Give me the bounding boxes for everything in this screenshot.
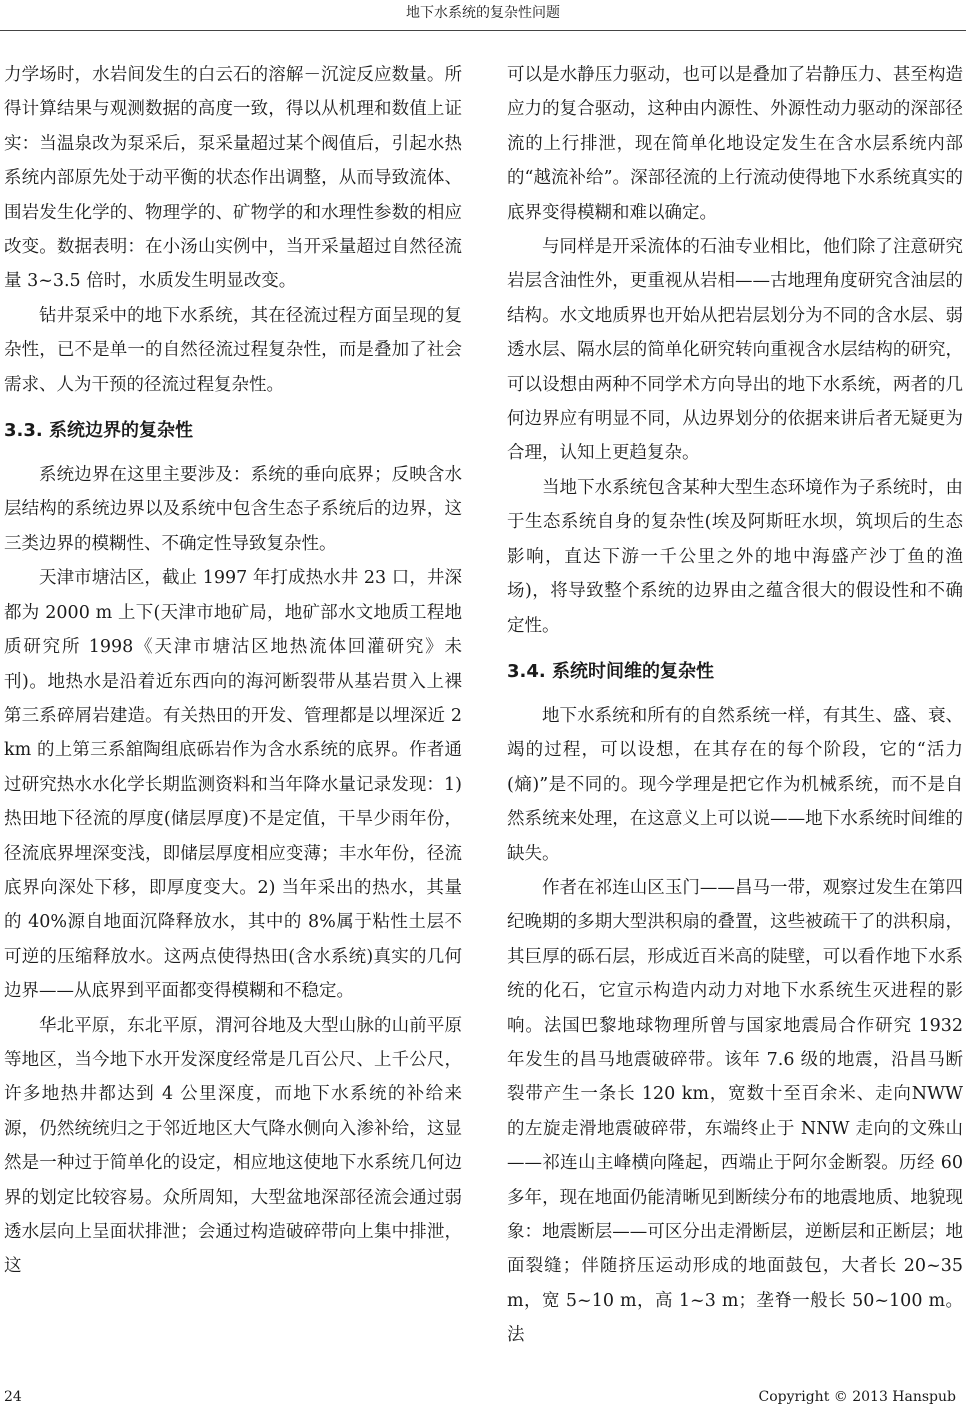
running-title: 地下水系统的复杂性问题 bbox=[406, 5, 560, 21]
copyright-notice: Copyright © 2013 Hanspub bbox=[758, 1389, 956, 1405]
paragraph: 作者在祁连山区玉门——昌马一带，观察过发生在第四纪晚期的多期大型洪积扇的叠置，这些被疏干了的洪积扇，其巨厚的砾石层，形成近百米高的陡壁，可以看作地下水系统的化石，它宣示构造内动力对地下水系统生灭进程的影响。法国巴黎地球物理所曾与国家地震局合作研究 1932 年发生的昌马地震破碎带。该年 7.6 级的地震，沿昌马断裂带产生一条长 120 km，宽数十至百余米、走向NWW 的左旋走滑地震破碎带，东端终止于 NNW 走向的文殊山——祁连山主峰横向隆起，西端止于阿尔金断裂。历经 60 多年，现在地面仍能清晰见到断续分布的地震地质、地貌现象：地震断层——可区分出走滑断层，逆断层和正断层；地面裂缝；伴随挤压运动形成的地面鼓包，大者长 20~35 m，宽 5~10 m，高 1~3 m；垄脊一般长 50~100 m。法 bbox=[507, 877, 963, 1346]
left-column bbox=[4, 58, 462, 1284]
paragraph: 钻井泵采中的地下水系统，其在径流过程方面呈现的复杂性，已不是单一的自然径流过程复杂性，而是叠加了社会需求、人为干预的径流过程复杂性。 bbox=[4, 305, 462, 395]
paragraph: 力学场时，水岩间发生的白云石的溶解－沉淀反应数量。所得计算结果与观测数据的高度一致，得以从机理和数值上证实：当温泉改为泵采后，泵采量超过某个阀值后，引起水热系统内部原先处于动平衡的状态作出调整，从而导致流体、围岩发生化学的、物理学的、矿物学的和水理性参数的相应改变。数据表明：在小汤山实例中，当开采量超过自然径流量 3~3.5 倍时，水质发生明显改变。 bbox=[4, 65, 462, 292]
paragraph: 地下水系统和所有的自然系统一样，有其生、盛、衰、竭的过程，可以设想，在其存在的每个阶段，它的“活力(熵)”是不同的。现今学理是把它作为机械系统，而不是自然系统来处理，在这意义上可以说——地下水系统时间维的缺失。 bbox=[507, 705, 963, 864]
section-heading-3-4: 3.4. 系统时间维的复杂性 bbox=[507, 660, 714, 682]
running-header bbox=[0, 0, 966, 31]
paragraph: 华北平原，东北平原，渭河谷地及大型山脉的山前平原等地区，当今地下水开发深度经常是几百公尺、上千公尺，许多地热井都达到 4 公里深度，而地下水系统的补给来源，仍然统统归之于邻近地区大气降水侧向入渗补给，这显然是一种过于简单化的设定，相应地这使地下水系统几何边界的划定比较容易。众所周知，大型盆地深部径流会通过弱透水层向上呈面状排泄；会通过构造破碎带向上集中排泄，这 bbox=[4, 1015, 462, 1277]
right-column bbox=[507, 58, 963, 1353]
section-heading-3-3: 3.3. 系统边界的复杂性 bbox=[4, 420, 193, 442]
paragraph: 天津市塘沽区，截止 1997 年打成热水井 23 口，井深都为 2000 m 上下(天津市地矿局，地矿部水文地质工程地质研究所 1998《天津市塘沽区地热流体回灌研究》未刊)。地热水是沿着近东西向的海河断裂带从基岩贯入上裸第三系碎屑岩建造。有关热田的开发、管理都是以埋深近 2 km 的上第三系舘陶组底砾岩作为含水系统的底界。作者通过研究热水水化学长期监测资料和当年降水量记录发现：1) 热田地下径流的厚度(储层厚度)不是定值，干旱少雨年份，径流底界埋深变浅，即储层厚度相应变薄；丰水年份，径流底界向深处下移，即厚度变大。2) 当年采出的热水，其量的 40%源自地面沉降释放水，其中的 8%属于粘性土层不可逆的压缩释放水。这两点使得热田(含水系统)真实的几何边界——从底界到平面都变得模糊和不稳定。 bbox=[4, 568, 462, 1002]
page-number: 24 bbox=[4, 1389, 22, 1405]
page-footer bbox=[0, 1386, 966, 1410]
paragraph: 系统边界在这里主要涉及：系统的垂向底界；反映含水层结构的系统边界以及系统中包含生态子系统后的边界，这三类边界的模糊性、不确定性导致复杂性。 bbox=[4, 465, 462, 554]
paragraph: 与同样是开采流体的石油专业相比，他们除了注意研究岩层含油性外，更重视从岩相——古地理角度研究含油层的结构。水文地质界也开始从把岩层划分为不同的含水层、弱透水层、隔水层的简单化研究转向重视含水层结构的研究，可以设想由两种不同学术方向导出的地下水系统，两者的几何边界应有明显不同，从边界划分的依据来讲后者无疑更为合理，认知上更趋复杂。 bbox=[507, 237, 963, 464]
paragraph: 当地下水系统包含某种大型生态环境作为子系统时，由于生态系统自身的复杂性(埃及阿斯旺水坝，筑坝后的生态影响，直达下游一千公里之外的地中海盛产沙丁鱼的渔场)，将导致整个系统的边界由之蕴含很大的假设性和不确定性。 bbox=[507, 477, 963, 636]
paragraph: 可以是水静压力驱动，也可以是叠加了岩静压力、甚至构造应力的复合驱动，这种由内源性、外源性动力驱动的深部径流的上行排泄，现在简单化地设定发生在含水层系统内部的“越流补给”。深部径流的上行流动使得地下水系统真实的底界变得模糊和难以确定。 bbox=[507, 65, 963, 223]
